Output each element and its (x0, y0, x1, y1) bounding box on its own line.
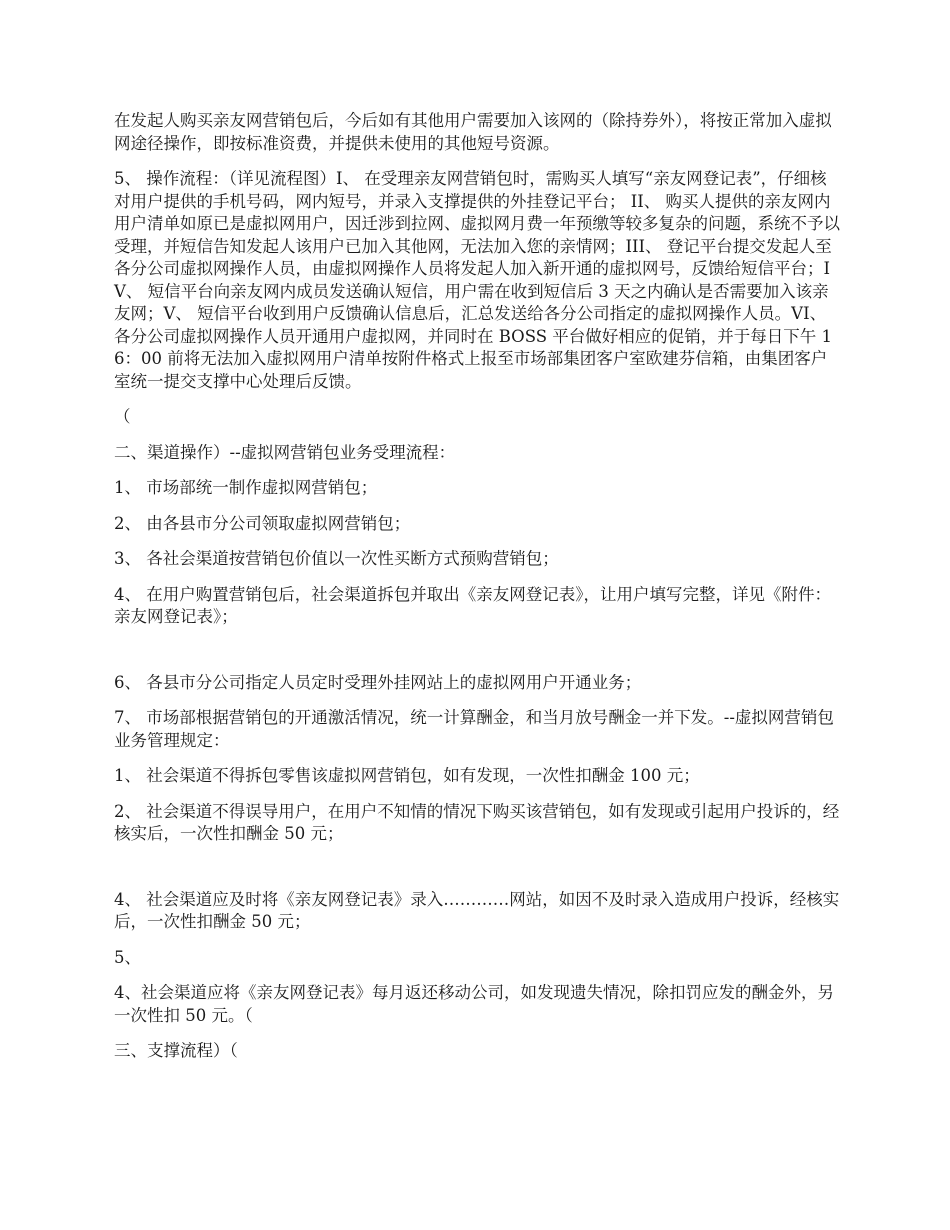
list-item: 7、 市场部根据营销包的开通激活情况，统一计算酬金，和当月放号酬金一并下发。--虚拟网营销包业务管理规定： (114, 708, 834, 750)
blank-space (114, 846, 840, 876)
list-item: 5、 (114, 947, 141, 967)
list-item: 4、 社会渠道应及时将《亲友网登记表》录入…………网站，如因不及时录入造成用户投诉，经核实后，一次性扣酬金 50 元； (114, 889, 840, 931)
blank-space (114, 629, 840, 659)
list-item: 4、 在用户购置营销包后，社会渠道拆包并取出《亲友网登记表》，让用户填写完整，详见《附件：亲友网登记表》； (114, 584, 831, 626)
list-item: 2、 由各县市分公司领取虚拟网营销包； (114, 513, 411, 533)
document-page (114, 110, 840, 1063)
list-item: 6、 各县市分公司指定人员定时受理外挂网站上的虚拟网用户开通业务； (114, 672, 642, 692)
list-item: 1、 社会渠道不得拆包零售该虚拟网营销包，如有发现，一次性扣酬金 100 元； (114, 766, 700, 785)
paragraph-operation-flow: 5、 操作流程：（详见流程图）I、 在受理亲友网营销包时，需购买人填写“亲友网登记表”，仔细核对用户提供的手机号码，网内短号，并录入支撑提供的外挂登记平台； II、 购买人提供的亲友网内用户清单如原已是虚拟网用户，因迁涉到拉网、虚拟网月费一年预缴等较多复杂的问题，系统不予以受理，并短信告知发起人该用户已加入其他网，无法加入您的亲情网；III、 登记平台提交发起人至各分公司虚拟网操作人员，由虚拟网操作人员将发起人加入新开通的虚拟网号，反馈给短信平台；IV、 短信平台向亲友网内成员发送确认短信，用户需在收到短信后 3 天之内确认是否需要加入该亲友网；V、 短信平台收到用户反馈确认信息后，汇总发送给各分公司指定的虚拟网操作人员。VI、 各分公司虚拟网操作人员开通用户虚拟网，并同时在 BOSS 平台做好相应的促销，并于每日下午 16：00 前将无法加入虚拟网用户清单按附件格式上报至市场部集团客户室欧建芬信箱，由集团客户室统一提交支撑中心处理后反馈。 (114, 169, 840, 391)
list-item: 2、 社会渠道不得误导用户，在用户不知情的情况下购买该营销包，如有发现或引起用户投诉的，经核实后，一次性扣酬金 50 元； (114, 801, 840, 843)
list-item: 3、 各社会渠道按营销包价值以一次性买断方式预购营销包； (114, 549, 559, 568)
section-heading-channel: 二、渠道操作）--虚拟网营销包业务受理流程： (114, 442, 456, 462)
section-heading-support: 三、支撑流程）（ (114, 1041, 238, 1060)
paragraph-intro: 在发起人购买亲友网营销包后，今后如有其他用户需要加入该网的（除持券外），将按正常加入虚拟网途径操作，即按标准资费，并提供未使用的其他短号资源。 (114, 111, 832, 153)
paragraph-bracket: （ (114, 407, 131, 426)
list-item: 1、 市场部统一制作虚拟网营销包； (114, 478, 378, 497)
list-item: 4、社会渠道应将《亲友网登记表》每月返还移动公司，如发现遗失情况，除扣罚应发的酬金外，另一次性扣 50 元。（ (114, 983, 834, 1025)
